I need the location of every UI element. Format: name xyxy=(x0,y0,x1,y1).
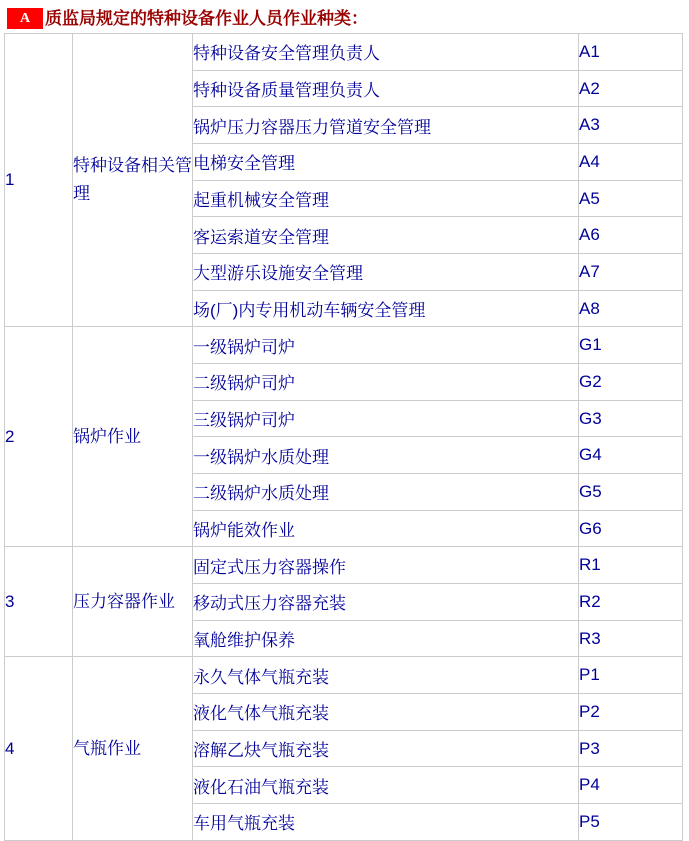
item-code-cell: A6 xyxy=(579,217,683,254)
item-name-cell: 场(厂)内专用机动车辆安全管理 xyxy=(193,290,579,327)
item-name-cell: 一级锅炉司炉 xyxy=(193,327,579,364)
item-name-cell: 锅炉压力容器压力管道安全管理 xyxy=(193,107,579,144)
item-code-cell: R3 xyxy=(579,620,683,657)
item-name-cell: 永久气体气瓶充装 xyxy=(193,657,579,694)
item-name-cell: 电梯安全管理 xyxy=(193,144,579,181)
item-code-cell: P2 xyxy=(579,694,683,731)
table-row xyxy=(5,657,683,694)
section-category-cell: 压力容器作业 xyxy=(73,547,193,657)
item-name-cell: 起重机械安全管理 xyxy=(193,180,579,217)
item-code-cell: A2 xyxy=(579,70,683,107)
item-code-cell: A7 xyxy=(579,254,683,291)
item-code-cell: A3 xyxy=(579,107,683,144)
item-code-cell: P1 xyxy=(579,657,683,694)
item-code-cell: P3 xyxy=(579,730,683,767)
item-name-cell: 一级锅炉水质处理 xyxy=(193,437,579,474)
item-name-cell: 客运索道安全管理 xyxy=(193,217,579,254)
item-code-cell: R1 xyxy=(579,547,683,584)
section-number-cell: 1 xyxy=(5,34,73,327)
item-code-cell: G3 xyxy=(579,400,683,437)
item-code-cell: G4 xyxy=(579,437,683,474)
item-code-cell: G1 xyxy=(579,327,683,364)
section-number-cell: 3 xyxy=(5,547,73,657)
item-name-cell: 三级锅炉司炉 xyxy=(193,400,579,437)
item-code-cell: G5 xyxy=(579,474,683,511)
item-code-cell: P5 xyxy=(579,804,683,841)
categories-table-body xyxy=(5,34,683,841)
table-row xyxy=(5,547,683,584)
section-category-cell: 特种设备相关管理 xyxy=(73,34,193,327)
table-row xyxy=(5,34,683,71)
section-marker-badge: A xyxy=(7,8,43,29)
item-name-cell: 移动式压力容器充装 xyxy=(193,584,579,621)
item-name-cell: 液化石油气瓶充装 xyxy=(193,767,579,804)
item-name-cell: 固定式压力容器操作 xyxy=(193,547,579,584)
item-code-cell: A8 xyxy=(579,290,683,327)
item-code-cell: A5 xyxy=(579,180,683,217)
item-name-cell: 氧舱维护保养 xyxy=(193,620,579,657)
item-name-cell: 特种设备质量管理负责人 xyxy=(193,70,579,107)
section-number-cell: 2 xyxy=(5,327,73,547)
page-header xyxy=(7,8,368,29)
item-name-cell: 大型游乐设施安全管理 xyxy=(193,254,579,291)
item-code-cell: A4 xyxy=(579,144,683,181)
categories-table xyxy=(4,33,683,841)
item-name-cell: 锅炉能效作业 xyxy=(193,510,579,547)
section-category-cell: 锅炉作业 xyxy=(73,327,193,547)
table-row xyxy=(5,327,683,364)
item-code-cell: P4 xyxy=(579,767,683,804)
item-name-cell: 液化气体气瓶充装 xyxy=(193,694,579,731)
item-name-cell: 溶解乙炔气瓶充装 xyxy=(193,730,579,767)
item-name-cell: 特种设备安全管理负责人 xyxy=(193,34,579,71)
item-name-cell: 车用气瓶充装 xyxy=(193,804,579,841)
section-number-cell: 4 xyxy=(5,657,73,840)
item-name-cell: 二级锅炉司炉 xyxy=(193,364,579,401)
section-category-cell: 气瓶作业 xyxy=(73,657,193,840)
item-code-cell: G6 xyxy=(579,510,683,547)
item-code-cell: G2 xyxy=(579,364,683,401)
page-title: 质监局规定的特种设备作业人员作业种类： xyxy=(45,9,368,28)
item-code-cell: A1 xyxy=(579,34,683,71)
item-code-cell: R2 xyxy=(579,584,683,621)
item-name-cell: 二级锅炉水质处理 xyxy=(193,474,579,511)
